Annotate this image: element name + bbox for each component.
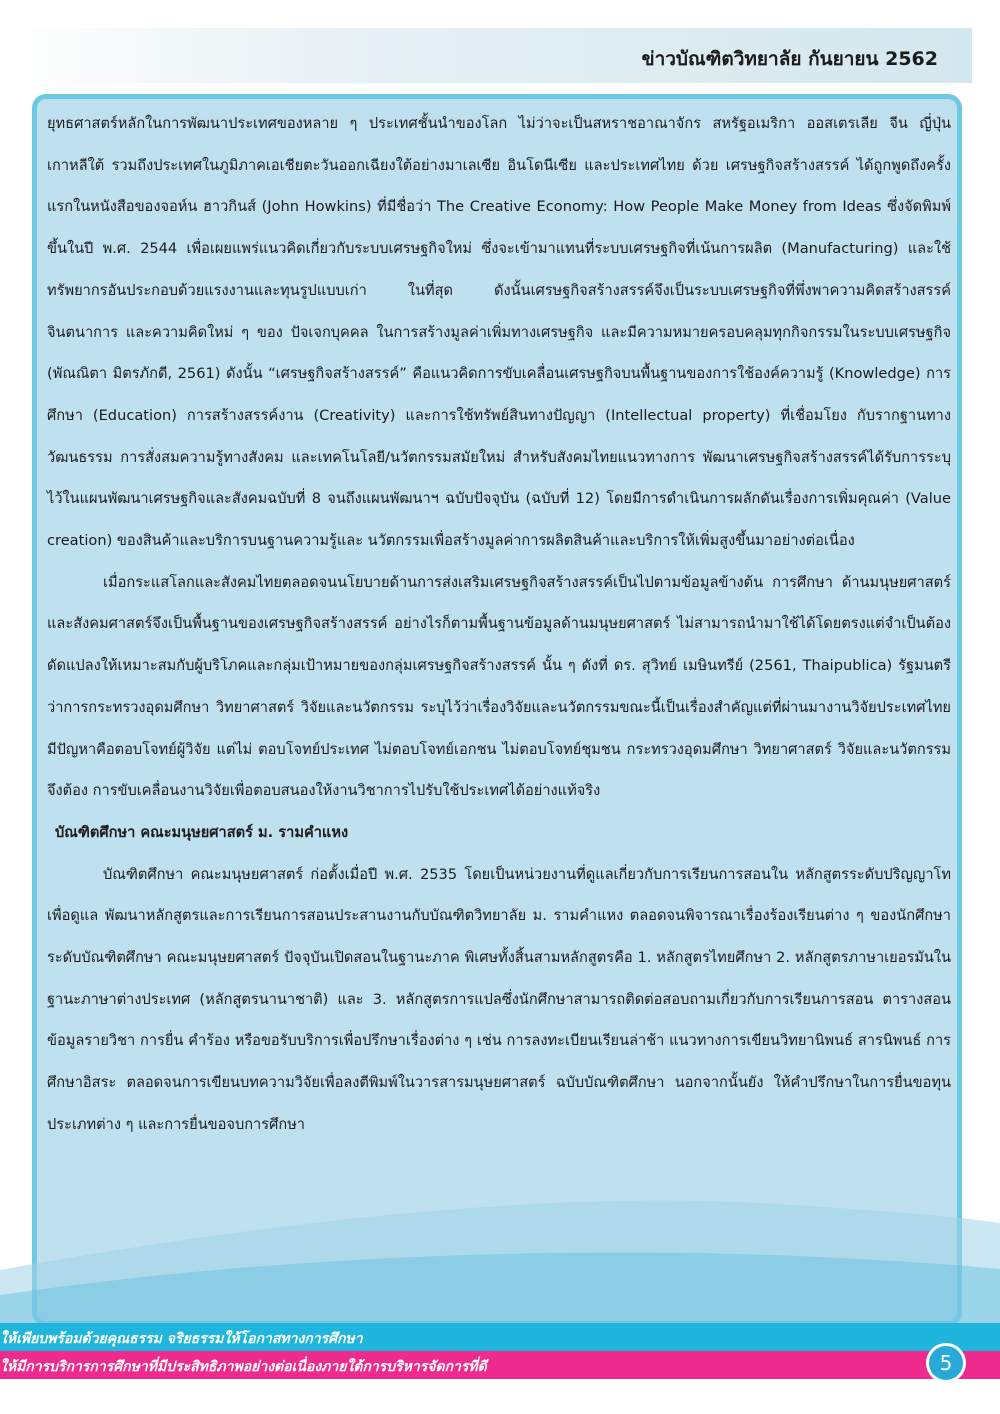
paragraph: เมื่อกระแสโลกและสังคมไทยตลอดจนนโยบายด้านการส่งเสริมเศรษฐกิจสร้างสรรค์เป็นไปตามข้อมูลข้างต้น การศึกษา ด้านมนุษยศาสตร์และสังคมศาสตร์จึงเป็นพื้นฐานของเศรษฐกิจสร้างสรรค์ อย่างไรก็ตามพื้นฐานข้อมูลด้านมนุษยศาสตร์ ไม่สามารถนำมาใช้ได้โดยตรงแต่จำเป็นต้องดัดแปลงให้เหมาะสมกับผู้บริโภคและกลุ่มเป้าหมายของกลุ่มเศรษฐกิจสร้างสรรค์ นั้น ๆ ดังที่ ดร. สุวิทย์ เมษินทรีย์ (2561, Thaipublica) รัฐมนตรีว่าการกระทรวงอุดมศึกษา วิทยาศาสตร์ วิจัยและนวัตกรรม ระบุไว้ว่าเรื่องวิจัยและนวัตกรรมขณะนี้เป็นเรื่องสำคัญแต่ที่ผ่านมางานวิจัยประเทศไทยมีปัญหาคือตอบโจทย์ผู้วิจัย แต่ไม่ ตอบโจทย์ประเทศ ไม่ตอบโจทย์เอกชน ไม่ตอบโจทย์ชุมชน กระทรวงอุดมศึกษา วิทยาศาสตร์ วิจัยและนวัตกรรม จึงต้อง การขับเคลื่อนงานวิจัยเพื่อตอบสนองให้งานวิชาการไปรับใช้ประเทศได้อย่างแท้จริง	[47, 573, 951, 800]
page-title: ข่าวบัณฑิตวิทยาลัย กันยายน 2562	[641, 48, 938, 70]
footer-motto-line2: ให้มีการบริการการศึกษาที่มีประสิทธิภาพอย่างต่อเนื่องภายใต้การบริหารจัดการที่ดี	[0, 1359, 487, 1375]
paragraph: บัณฑิตศึกษา คณะมนุษยศาสตร์ ก่อตั้งเมื่อปี พ.ศ. 2535 โดยเป็นหน่วยงานที่ดูแลเกี่ยวกับการเรียนการสอนใน หลักสูตรระดับปริญญาโท เพื่อดูแล พัฒนาหลักสูตรและการเรียนการสอนประสานงานกับบัณฑิตวิทยาลัย ม. รามคำแหง ตลอดจนพิจารณาเรื่องร้องเรียนต่าง ๆ ของนักศึกษาระดับบัณฑิตศึกษา คณะมนุษยศาสตร์ ปัจจุบันเปิดสอนในฐานะภาค พิเศษทั้งสิ้นสามหลักสูตรคือ 1. หลักสูตรไทยศึกษา 2. หลักสูตรภาษาเยอรมันในฐานะภาษาต่างประเทศ (หลักสูตรนานาชาติ) และ 3. หลักสูตรการแปลซึ่งนักศึกษาสามารถติดต่อสอบถามเกี่ยวกับการเรียนการสอน ตารางสอน ข้อมูลรายวิชา การยื่น คำร้อง หรือขอรับบริการเพื่อปรึกษาเรื่องต่าง ๆ เช่น การลงทะเบียนเรียนล่าช้า แนวทางการเขียนวิทยานิพนธ์ สารนิพนธ์ การศึกษาอิสระ ตลอดจนการเขียนบทความวิจัยเพื่อลงตีพิมพ์ในวารสารมนุษยศาสตร์ ฉบับบัณฑิตศึกษา นอกจากนั้นยัง ให้คำปรึกษาในการยื่นขอทุนประเภทต่าง ๆ และการยื่นขอจบการศึกษา	[47, 865, 951, 1133]
article-body	[47, 103, 951, 1146]
decorative-wave	[0, 1195, 1000, 1330]
footer-motto-line1: ให้เพียบพร้อมด้วยคุณธรรม จริยธรรมให้โอกาสทางการศึกษา	[0, 1331, 363, 1347]
section-heading: บัณฑิตศึกษา คณะมนุษยศาสตร์ ม. รามคำแหง	[55, 823, 349, 841]
paragraph: ยุทธศาสตร์หลักในการพัฒนาประเทศของหลาย ๆ ประเทศชั้นนำของโลก ไม่ว่าจะเป็นสหราชอาณาจักร สหรัฐอเมริกา ออสเตรเลีย จีน ญี่ปุ่น เกาหลีใต้ รวมถึงประเทศในภูมิภาคเอเชียตะวันออกเฉียงใต้อย่างมาเลเซีย อินโดนีเซีย และประเทศไทย ด้วย เศรษฐกิจสร้างสรรค์ ได้ถูกพูดถึงครั้งแรกในหนังสือของจอห์น ฮาวกินส์ (John Howkins) ที่มีชื่อว่า The Creative Economy: How People Make Money from Ideas ซึ่งจัดพิมพ์ขึ้นในปี พ.ศ. 2544 เพื่อเผยแพร่แนวคิดเกี่ยวกับระบบเศรษฐกิจใหม่ ซึ่งจะเข้ามาแทนที่ระบบเศรษฐกิจที่เน้นการผลิต (Manufacturing) และใช้ทรัพยากรอันประกอบด้วยแรงงานและทุนรูปแบบเก่า ในที่สุด ดังนั้นเศรษฐกิจสร้างสรรค์จึงเป็นระบบเศรษฐกิจที่พึ่งพาความคิดสร้างสรรค์ จินตนาการ และความคิดใหม่ ๆ ของ ปัจเจกบุคคล ในการสร้างมูลค่าเพิ่มทางเศรษฐกิจ และมีความหมายครอบคลุมทุกกิจกรรมในระบบเศรษฐกิจ (พัณณิตา มิตรภักดี, 2561) ดังนั้น “เศรษฐกิจสร้างสรรค์” คือแนวคิดการขับเคลื่อนเศรษฐกิจบนพื้นฐานของการใช้องค์ความรู้ (Knowledge) การศึกษา (Education) การสร้างสรรค์งาน (Creativity) และการใช้ทรัพย์สินทางปัญญา (Intellectual property) ที่เชื่อมโยง กับรากฐานทางวัฒนธรรม การสั่งสมความรู้ทางสังคม และเทคโนโลยี/นวัตกรรมสมัยใหม่ สำหรับสังคมไทยแนวทางการ พัฒนาเศรษฐกิจสร้างสรรค์ได้รับการระบุไว้ในแผนพัฒนาเศรษฐกิจและสังคมฉบับที่ 8 จนถึงแผนพัฒนาฯ ฉบับปัจจุบัน (ฉบับที่ 12) โดยมีการดำเนินการผลักดันเรื่องการเพิ่มคุณค่า (Value creation) ของสินค้าและบริการบนฐานความรู้และ นวัตกรรมเพื่อสร้างมูลค่าการผลิตสินค้าและบริการให้เพิ่มสูงขึ้นมาอย่างต่อเนื่อง	[47, 115, 951, 550]
page-number: 5	[926, 1343, 966, 1383]
